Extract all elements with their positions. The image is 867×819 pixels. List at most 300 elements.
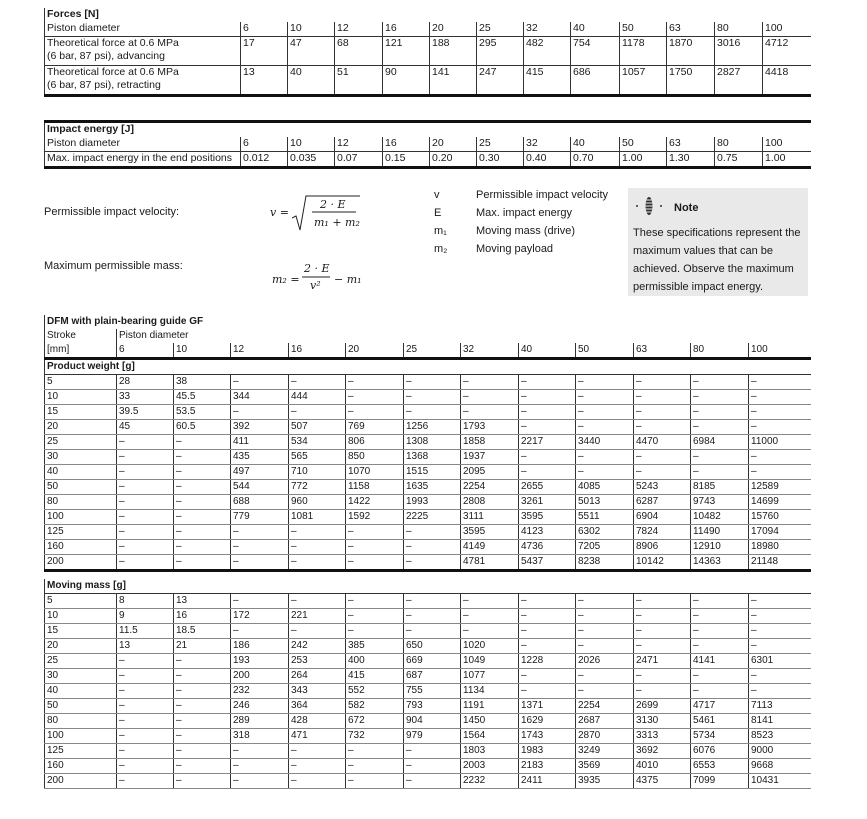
impact-value: 0.07 [335, 152, 383, 168]
diameter-header: 25 [477, 137, 524, 152]
stroke-cell: 5 [45, 375, 117, 390]
value-cell: 12589 [749, 480, 811, 495]
value-cell: – [749, 683, 811, 698]
stroke-cell: 200 [45, 773, 117, 788]
table-row [45, 683, 811, 698]
value-cell: – [749, 450, 811, 465]
diameter-header: 80 [691, 343, 749, 359]
value-cell: 7113 [749, 698, 811, 713]
value-cell: 344 [231, 390, 289, 405]
diameter-header: 12 [231, 343, 289, 359]
value-cell: – [691, 623, 749, 638]
value-cell: 3595 [461, 525, 519, 540]
value-cell: 2026 [576, 653, 634, 668]
value-cell: 5511 [576, 510, 634, 525]
note-icon [634, 196, 664, 216]
value-cell: – [231, 540, 289, 555]
impact-value: 0.40 [524, 152, 571, 168]
value-cell: – [289, 743, 346, 758]
value-cell: 193 [231, 653, 289, 668]
value-cell: – [117, 653, 174, 668]
value-cell: 14699 [749, 495, 811, 510]
table-row [45, 713, 811, 728]
value-cell: – [404, 525, 461, 540]
value-cell: – [117, 495, 174, 510]
value-cell: 2870 [576, 728, 634, 743]
value-cell: – [749, 405, 811, 420]
table-row [45, 420, 811, 435]
value-cell: – [691, 608, 749, 623]
impact-title: Impact energy [J] [45, 122, 811, 138]
value-cell: 6553 [691, 758, 749, 773]
mass-denominator: v² [310, 279, 321, 292]
value-cell: 1422 [346, 495, 404, 510]
value-cell: 1081 [289, 510, 346, 525]
value-cell: 3440 [576, 435, 634, 450]
value-cell: – [117, 465, 174, 480]
table-row [45, 375, 811, 390]
value-cell: – [174, 713, 231, 728]
value-cell: – [404, 593, 461, 608]
stroke-cell: 40 [45, 683, 117, 698]
stroke-cell: 10 [45, 608, 117, 623]
value-cell: – [576, 638, 634, 653]
value-cell: – [117, 743, 174, 758]
value-cell: – [346, 525, 404, 540]
value-cell: – [634, 465, 691, 480]
value-cell: 4149 [461, 540, 519, 555]
value-cell: 2095 [461, 465, 519, 480]
force-label-line: (6 bar, 87 psi), advancing [47, 50, 165, 62]
value-cell: – [117, 510, 174, 525]
note-text [633, 224, 801, 296]
value-cell: 6984 [691, 435, 749, 450]
value-cell: – [231, 773, 289, 788]
diameter-header: 12 [335, 137, 383, 152]
value-cell: – [634, 668, 691, 683]
value-cell: – [346, 608, 404, 623]
value-cell: 3569 [576, 758, 634, 773]
value-cell: – [691, 450, 749, 465]
legend-sym-e: E [434, 207, 442, 219]
value-cell: 60.5 [174, 420, 231, 435]
force-value: 68 [335, 37, 383, 66]
value-cell: 1564 [461, 728, 519, 743]
value-cell: – [346, 405, 404, 420]
value-cell: – [634, 405, 691, 420]
value-cell: 3935 [576, 773, 634, 788]
value-cell: – [461, 375, 519, 390]
legend-desc-e: Max. impact energy [476, 207, 572, 219]
value-cell: 343 [289, 683, 346, 698]
value-cell: – [461, 608, 519, 623]
value-cell: 9 [117, 608, 174, 623]
diameter-header: 100 [763, 137, 811, 152]
value-cell: 4736 [519, 540, 576, 555]
forces-diameter-label: Piston diameter [45, 22, 241, 37]
value-cell: – [174, 698, 231, 713]
diameter-header: 25 [404, 343, 461, 359]
impact-value: 0.15 [383, 152, 430, 168]
value-cell: 1228 [519, 653, 576, 668]
value-cell: – [519, 668, 576, 683]
value-cell: – [174, 668, 231, 683]
value-cell: 1993 [404, 495, 461, 510]
value-cell: – [231, 555, 289, 571]
impact-row-label: Max. impact energy in the end positions [45, 152, 241, 168]
value-cell: – [576, 465, 634, 480]
value-cell: 364 [289, 698, 346, 713]
stroke-unit: [mm] [45, 343, 117, 359]
value-cell: – [117, 450, 174, 465]
impact-value: 0.30 [477, 152, 524, 168]
force-value: 686 [571, 66, 620, 96]
legend-sym-m2: m₂ [434, 243, 448, 255]
value-cell: – [174, 525, 231, 540]
legend-sym-m1: m₁ [434, 225, 447, 237]
value-cell: – [117, 540, 174, 555]
force-value: 51 [335, 66, 383, 96]
value-cell: 39.5 [117, 405, 174, 420]
value-cell: – [404, 375, 461, 390]
value-cell: 1077 [461, 668, 519, 683]
note-title: Note [674, 202, 699, 214]
value-cell: – [634, 638, 691, 653]
value-cell: – [576, 390, 634, 405]
value-cell: 21148 [749, 555, 811, 571]
impact-value: 0.75 [715, 152, 763, 168]
value-cell: – [691, 638, 749, 653]
value-cell: – [749, 465, 811, 480]
value-cell: 8906 [634, 540, 691, 555]
mass-lhs: m₂ = [272, 273, 300, 286]
value-cell: 10142 [634, 555, 691, 571]
legend-desc-v: Permissible impact velocity [476, 189, 609, 201]
diameter-header: 32 [524, 22, 571, 37]
value-cell: – [346, 375, 404, 390]
value-cell: 15760 [749, 510, 811, 525]
stroke-label: Stroke [45, 329, 117, 343]
table-row [45, 743, 811, 758]
value-cell: 6302 [576, 525, 634, 540]
value-cell: 45.5 [174, 390, 231, 405]
value-cell: – [174, 480, 231, 495]
legend-desc-m1: Moving mass (drive) [476, 225, 576, 237]
value-cell: 1070 [346, 465, 404, 480]
diameter-header: 40 [571, 137, 620, 152]
value-cell: 53.5 [174, 405, 231, 420]
value-cell: 12910 [691, 540, 749, 555]
value-cell: 3261 [519, 495, 576, 510]
value-cell: 471 [289, 728, 346, 743]
diameter-header: 100 [763, 22, 811, 37]
force-value: 415 [524, 66, 571, 96]
value-cell: – [117, 435, 174, 450]
value-cell: – [117, 668, 174, 683]
value-cell: – [404, 743, 461, 758]
force-value: 90 [383, 66, 430, 96]
mass-formula [272, 262, 392, 298]
value-cell: – [117, 525, 174, 540]
value-cell: – [346, 555, 404, 571]
table-row [45, 728, 811, 743]
value-cell: – [576, 593, 634, 608]
value-cell: 38 [174, 375, 231, 390]
value-cell: 5437 [519, 555, 576, 571]
table-row [45, 773, 811, 788]
note-line: permissible impact energy. [633, 281, 764, 293]
table-row [45, 525, 811, 540]
diameter-header: 16 [383, 137, 430, 152]
value-cell: 9668 [749, 758, 811, 773]
diameter-header: 12 [335, 22, 383, 37]
value-cell: 1049 [461, 653, 519, 668]
value-cell: – [519, 593, 576, 608]
value-cell: 7205 [576, 540, 634, 555]
value-cell: – [749, 638, 811, 653]
diameter-header: 80 [715, 137, 763, 152]
value-cell: 5461 [691, 713, 749, 728]
table-row [45, 653, 811, 668]
value-cell: 544 [231, 480, 289, 495]
value-cell: – [576, 608, 634, 623]
stroke-cell: 50 [45, 480, 117, 495]
value-cell: 2254 [461, 480, 519, 495]
value-cell: 552 [346, 683, 404, 698]
value-cell: – [576, 668, 634, 683]
value-cell: 507 [289, 420, 346, 435]
value-cell: – [519, 375, 576, 390]
value-cell: 2411 [519, 773, 576, 788]
value-cell: 1592 [346, 510, 404, 525]
value-cell: 3595 [519, 510, 576, 525]
stroke-cell: 30 [45, 450, 117, 465]
value-cell: 1256 [404, 420, 461, 435]
value-cell: – [404, 540, 461, 555]
value-cell: – [461, 593, 519, 608]
value-cell: 2217 [519, 435, 576, 450]
value-cell: 772 [289, 480, 346, 495]
value-cell: – [346, 593, 404, 608]
value-cell: 10482 [691, 510, 749, 525]
diameter-header: 6 [117, 343, 174, 359]
value-cell: – [634, 375, 691, 390]
value-cell: 565 [289, 450, 346, 465]
value-cell: – [289, 375, 346, 390]
value-cell: – [519, 465, 576, 480]
value-cell: 2254 [576, 698, 634, 713]
value-cell: – [519, 450, 576, 465]
value-cell: 1983 [519, 743, 576, 758]
force-value: 1870 [667, 37, 715, 66]
value-cell: 1368 [404, 450, 461, 465]
value-cell: – [749, 375, 811, 390]
force-value: 17 [241, 37, 288, 66]
diameter-header: 10 [288, 137, 335, 152]
value-cell: – [634, 623, 691, 638]
value-cell: – [231, 593, 289, 608]
value-cell: 428 [289, 713, 346, 728]
value-cell: – [461, 390, 519, 405]
diameter-header: 6 [241, 22, 288, 37]
value-cell: – [519, 638, 576, 653]
value-cell: – [576, 375, 634, 390]
diameter-header: 100 [749, 343, 811, 359]
value-cell: – [174, 465, 231, 480]
value-cell: – [174, 540, 231, 555]
value-cell: – [231, 375, 289, 390]
value-cell: – [174, 555, 231, 571]
table-row [45, 758, 811, 773]
value-cell: – [289, 593, 346, 608]
value-cell: – [231, 623, 289, 638]
value-cell: – [634, 593, 691, 608]
value-cell: 415 [346, 668, 404, 683]
value-cell: 7824 [634, 525, 691, 540]
diameter-header: 32 [461, 343, 519, 359]
value-cell: 5243 [634, 480, 691, 495]
value-cell: 687 [404, 668, 461, 683]
value-cell: 6301 [749, 653, 811, 668]
table-row [45, 450, 811, 465]
table-row [45, 608, 811, 623]
value-cell: 1635 [404, 480, 461, 495]
value-cell: – [174, 653, 231, 668]
value-cell: 4470 [634, 435, 691, 450]
table-row [45, 390, 811, 405]
table-row [45, 698, 811, 713]
force-value: 4418 [763, 66, 811, 96]
note-line: These specifications represent the [633, 227, 801, 239]
table-row [45, 495, 811, 510]
value-cell: 2808 [461, 495, 519, 510]
value-cell: – [519, 390, 576, 405]
force-value: 141 [430, 66, 477, 96]
value-cell: 3313 [634, 728, 691, 743]
forces-title: Forces [N] [45, 8, 811, 22]
value-cell: – [749, 390, 811, 405]
value-cell: 1191 [461, 698, 519, 713]
value-cell: 688 [231, 495, 289, 510]
value-cell: – [519, 683, 576, 698]
value-cell: – [576, 450, 634, 465]
value-cell: 16 [174, 608, 231, 623]
velocity-formula [270, 194, 370, 234]
force-value: 1750 [667, 66, 715, 96]
force-row-label [45, 37, 241, 66]
table-row [45, 37, 811, 66]
value-cell: 242 [289, 638, 346, 653]
value-cell: 3692 [634, 743, 691, 758]
value-cell: 8523 [749, 728, 811, 743]
value-cell: 669 [404, 653, 461, 668]
force-value: 754 [571, 37, 620, 66]
value-cell: 4141 [691, 653, 749, 668]
value-cell: – [289, 525, 346, 540]
forces-table [44, 8, 811, 97]
force-value: 1178 [620, 37, 667, 66]
value-cell: 11000 [749, 435, 811, 450]
value-cell: 289 [231, 713, 289, 728]
stroke-cell: 50 [45, 698, 117, 713]
value-cell: 264 [289, 668, 346, 683]
value-cell: – [519, 608, 576, 623]
value-cell: – [174, 510, 231, 525]
table-row [45, 623, 811, 638]
value-cell: 1629 [519, 713, 576, 728]
value-cell: 1158 [346, 480, 404, 495]
table-row [45, 435, 811, 450]
diameter-header: 20 [430, 137, 477, 152]
velocity-lhs: v = [270, 206, 289, 219]
fraction-bar [302, 276, 332, 278]
value-cell: 9743 [691, 495, 749, 510]
value-cell: – [634, 450, 691, 465]
value-cell: 2687 [576, 713, 634, 728]
impact-energy-table [44, 120, 811, 169]
value-cell: 2232 [461, 773, 519, 788]
value-cell: 232 [231, 683, 289, 698]
value-cell: – [691, 465, 749, 480]
note-line: maximum values that can be [633, 245, 774, 257]
diameter-header: 20 [430, 22, 477, 37]
value-cell: 1450 [461, 713, 519, 728]
value-cell: 5013 [576, 495, 634, 510]
value-cell: 7099 [691, 773, 749, 788]
value-cell: 2225 [404, 510, 461, 525]
value-cell: – [289, 773, 346, 788]
value-cell: – [749, 593, 811, 608]
value-cell: 9000 [749, 743, 811, 758]
value-cell: 17094 [749, 525, 811, 540]
value-cell: 2183 [519, 758, 576, 773]
value-cell: 1858 [461, 435, 519, 450]
value-cell: – [289, 405, 346, 420]
impact-value: 0.20 [430, 152, 477, 168]
force-label-line: (6 bar, 87 psi), retracting [47, 79, 161, 91]
value-cell: 21 [174, 638, 231, 653]
stroke-cell: 5 [45, 593, 117, 608]
impact-value: 0.012 [241, 152, 288, 168]
stroke-cell: 30 [45, 668, 117, 683]
note-line: achieved. Observe the maximum [633, 263, 794, 275]
value-cell: 755 [404, 683, 461, 698]
force-value: 1057 [620, 66, 667, 96]
force-row-label [45, 66, 241, 96]
diameter-header: 16 [383, 22, 430, 37]
impact-value: 1.00 [620, 152, 667, 168]
value-cell: – [289, 540, 346, 555]
value-cell: 318 [231, 728, 289, 743]
value-cell: – [691, 593, 749, 608]
diameter-header: 25 [477, 22, 524, 37]
value-cell: 582 [346, 698, 404, 713]
value-cell: 850 [346, 450, 404, 465]
note-box [628, 188, 808, 296]
value-cell: 2699 [634, 698, 691, 713]
value-cell: – [174, 743, 231, 758]
value-cell: – [576, 420, 634, 435]
value-cell: – [519, 405, 576, 420]
value-cell: 2655 [519, 480, 576, 495]
value-cell: – [117, 758, 174, 773]
value-cell: – [691, 375, 749, 390]
value-cell: 1803 [461, 743, 519, 758]
force-label-line: Theoretical force at 0.6 MPa [47, 66, 179, 78]
value-cell: – [404, 405, 461, 420]
value-cell: – [174, 773, 231, 788]
velocity-label: Permissible impact velocity: [44, 206, 180, 218]
